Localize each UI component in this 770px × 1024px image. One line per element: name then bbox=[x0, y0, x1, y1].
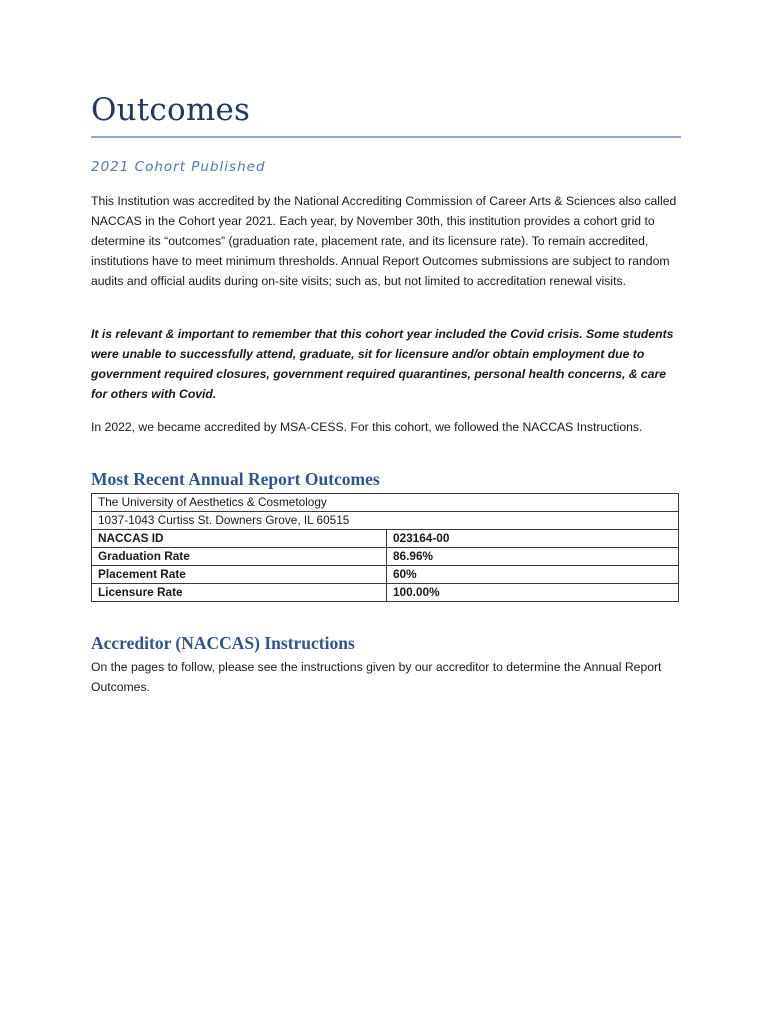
table-row bbox=[92, 530, 679, 548]
page-title: Outcomes bbox=[91, 92, 251, 128]
accreditation-note-paragraph: In 2022, we became accredited by MSA-CESS. For this cohort, we followed the NACCAS Instructions. bbox=[91, 420, 643, 434]
table-row bbox=[92, 584, 679, 602]
intro-paragraph: This Institution was accredited by the National Accrediting Commission of Career Arts & Sciences also called NACCAS in the Cohort year 2021. Each year, by November 30th, this institution provides a cohort grid to determine its “outcomes” (graduation rate, placement rate, and its licensure rate). To remain accredited, institutions have to meet minimum thresholds. Annual Report Outcomes submissions are subject to random audits and official audits during on-site visits; such as, but not limited to accreditation renewal visits. bbox=[91, 194, 677, 288]
table-row bbox=[92, 548, 679, 566]
outcomes-heading: Most Recent Annual Report Outcomes bbox=[91, 469, 380, 489]
covid-note-paragraph: It is relevant & important to remember that this cohort year included the Covid crisis. Some students were unable to successfully attend, graduate, sit for licensure and/or obtain employment due to government required closures, government required quarantines, personal health concerns, & care for others with Covid. bbox=[91, 327, 674, 401]
institution-name-cell: The University of Aesthetics & Cosmetology bbox=[92, 494, 679, 512]
instructions-heading: Accreditor (NACCAS) Instructions bbox=[91, 633, 355, 653]
cohort-subtitle: 2021 Cohort Published bbox=[91, 159, 266, 175]
graduation-rate-value: 86.96% bbox=[387, 548, 679, 566]
naccas-id-label: NACCAS ID bbox=[92, 530, 387, 548]
outcomes-table bbox=[91, 493, 679, 602]
title-divider bbox=[91, 136, 681, 138]
licensure-rate-label: Licensure Rate bbox=[92, 584, 387, 602]
placement-rate-label: Placement Rate bbox=[92, 566, 387, 584]
naccas-id-value: 023164-00 bbox=[387, 530, 679, 548]
table-row bbox=[92, 494, 679, 512]
table-row bbox=[92, 512, 679, 530]
institution-address-cell: 1037-1043 Curtiss St. Downers Grove, IL 60515 bbox=[92, 512, 679, 530]
table-row bbox=[92, 566, 679, 584]
placement-rate-value: 60% bbox=[387, 566, 679, 584]
instructions-paragraph: On the pages to follow, please see the instructions given by our accreditor to determine the Annual Report Outcomes. bbox=[91, 660, 662, 694]
graduation-rate-label: Graduation Rate bbox=[92, 548, 387, 566]
licensure-rate-value: 100.00% bbox=[387, 584, 679, 602]
